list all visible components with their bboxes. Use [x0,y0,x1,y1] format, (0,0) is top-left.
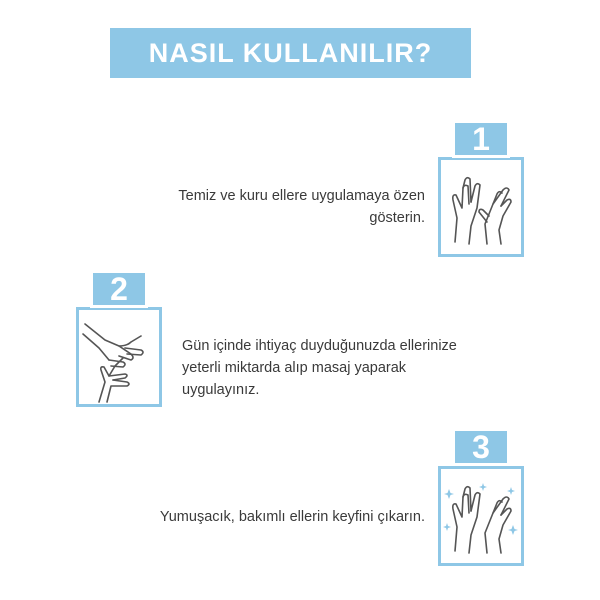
step-3-icon-box [438,466,524,566]
step-1-text: Temiz ve kuru ellere uygulamaya özen gösterin. [178,188,425,226]
step-3-number: 3 [452,428,510,466]
hands-clean-icon [441,160,521,254]
title-banner [110,28,471,78]
step-2-icon-box [76,307,162,407]
step-2-number: 2 [90,270,148,308]
hands-sparkle-icon [441,469,521,563]
step-1-number: 1 [452,120,510,158]
step-1-icon-box [438,157,524,257]
page-title: NASIL KULLANILIR? [148,37,433,68]
hands-massage-icon [79,310,159,404]
step-2-text: Gün içinde ihtiyaç duyduğunuzda ellerinize yeterli miktarda alıp masaj yaparak uygulayınız. [182,338,457,398]
step-3-text: Yumuşacık, bakımlı ellerin keyfini çıkarın. [159,509,425,525]
